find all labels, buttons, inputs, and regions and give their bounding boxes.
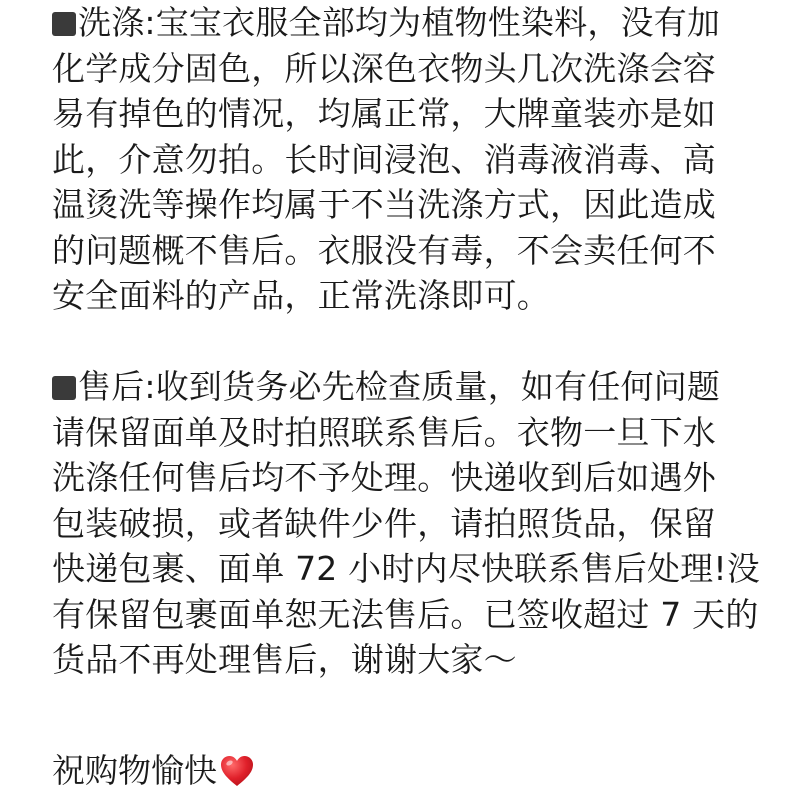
paragraph-gap — [52, 319, 752, 365]
after-sales-line-1-text: 售后:收到货务必先检查质量，如有任何问题 — [78, 367, 721, 406]
washing-line-6: 的问题概不售后。衣服没有毒，不会卖任何不 — [52, 230, 716, 270]
after-sales-line-6: 有保留包裹面单恕无法售后。已签收超过 7 天的 — [52, 594, 759, 634]
washing-line-7: 安全面料的产品，正常洗涤即可。 — [52, 276, 550, 315]
after-sales-line-1 — [52, 364, 752, 410]
washing-line-5: 温烫洗等操作均属于不当洗涤方式，因此造成 — [52, 185, 716, 224]
black-square-icon — [52, 12, 76, 36]
closing-line — [52, 748, 255, 799]
closing-text: 祝购物愉快 — [52, 751, 217, 790]
black-square-icon — [52, 376, 76, 400]
washing-section — [52, 0, 752, 319]
after-sales-line-2: 请保留面单及时拍照联系售后。衣物一旦下水 — [52, 412, 716, 452]
after-sales-line-7: 货品不再处理售后，谢谢大家～ — [52, 640, 517, 679]
after-sales-line-5: 快递包裹、面单 72 小时内尽快联系售后处理!没 — [52, 549, 760, 588]
washing-line-2: 化学成分固色，所以深色衣物头几次洗涤会容 — [52, 48, 716, 88]
washing-line-3: 易有掉色的情况，均属正常，大牌童装亦是如 — [52, 94, 716, 133]
after-sales-section — [52, 364, 760, 683]
notice-body — [52, 0, 760, 683]
washing-line-1-text: 洗涤:宝宝衣服全部均为植物性染料，没有加 — [78, 3, 721, 42]
after-sales-line-3: 洗涤任何售后均不予处理。快递收到后如遇外 — [52, 458, 716, 497]
after-sales-line-4: 包装破损，或者缺件少件，请拍照货品，保留 — [52, 503, 716, 543]
washing-line-1 — [52, 0, 752, 46]
washing-line-4: 此，介意勿拍。长时间浸泡、消毒液消毒、高 — [52, 139, 716, 179]
red-heart-icon — [219, 754, 255, 799]
